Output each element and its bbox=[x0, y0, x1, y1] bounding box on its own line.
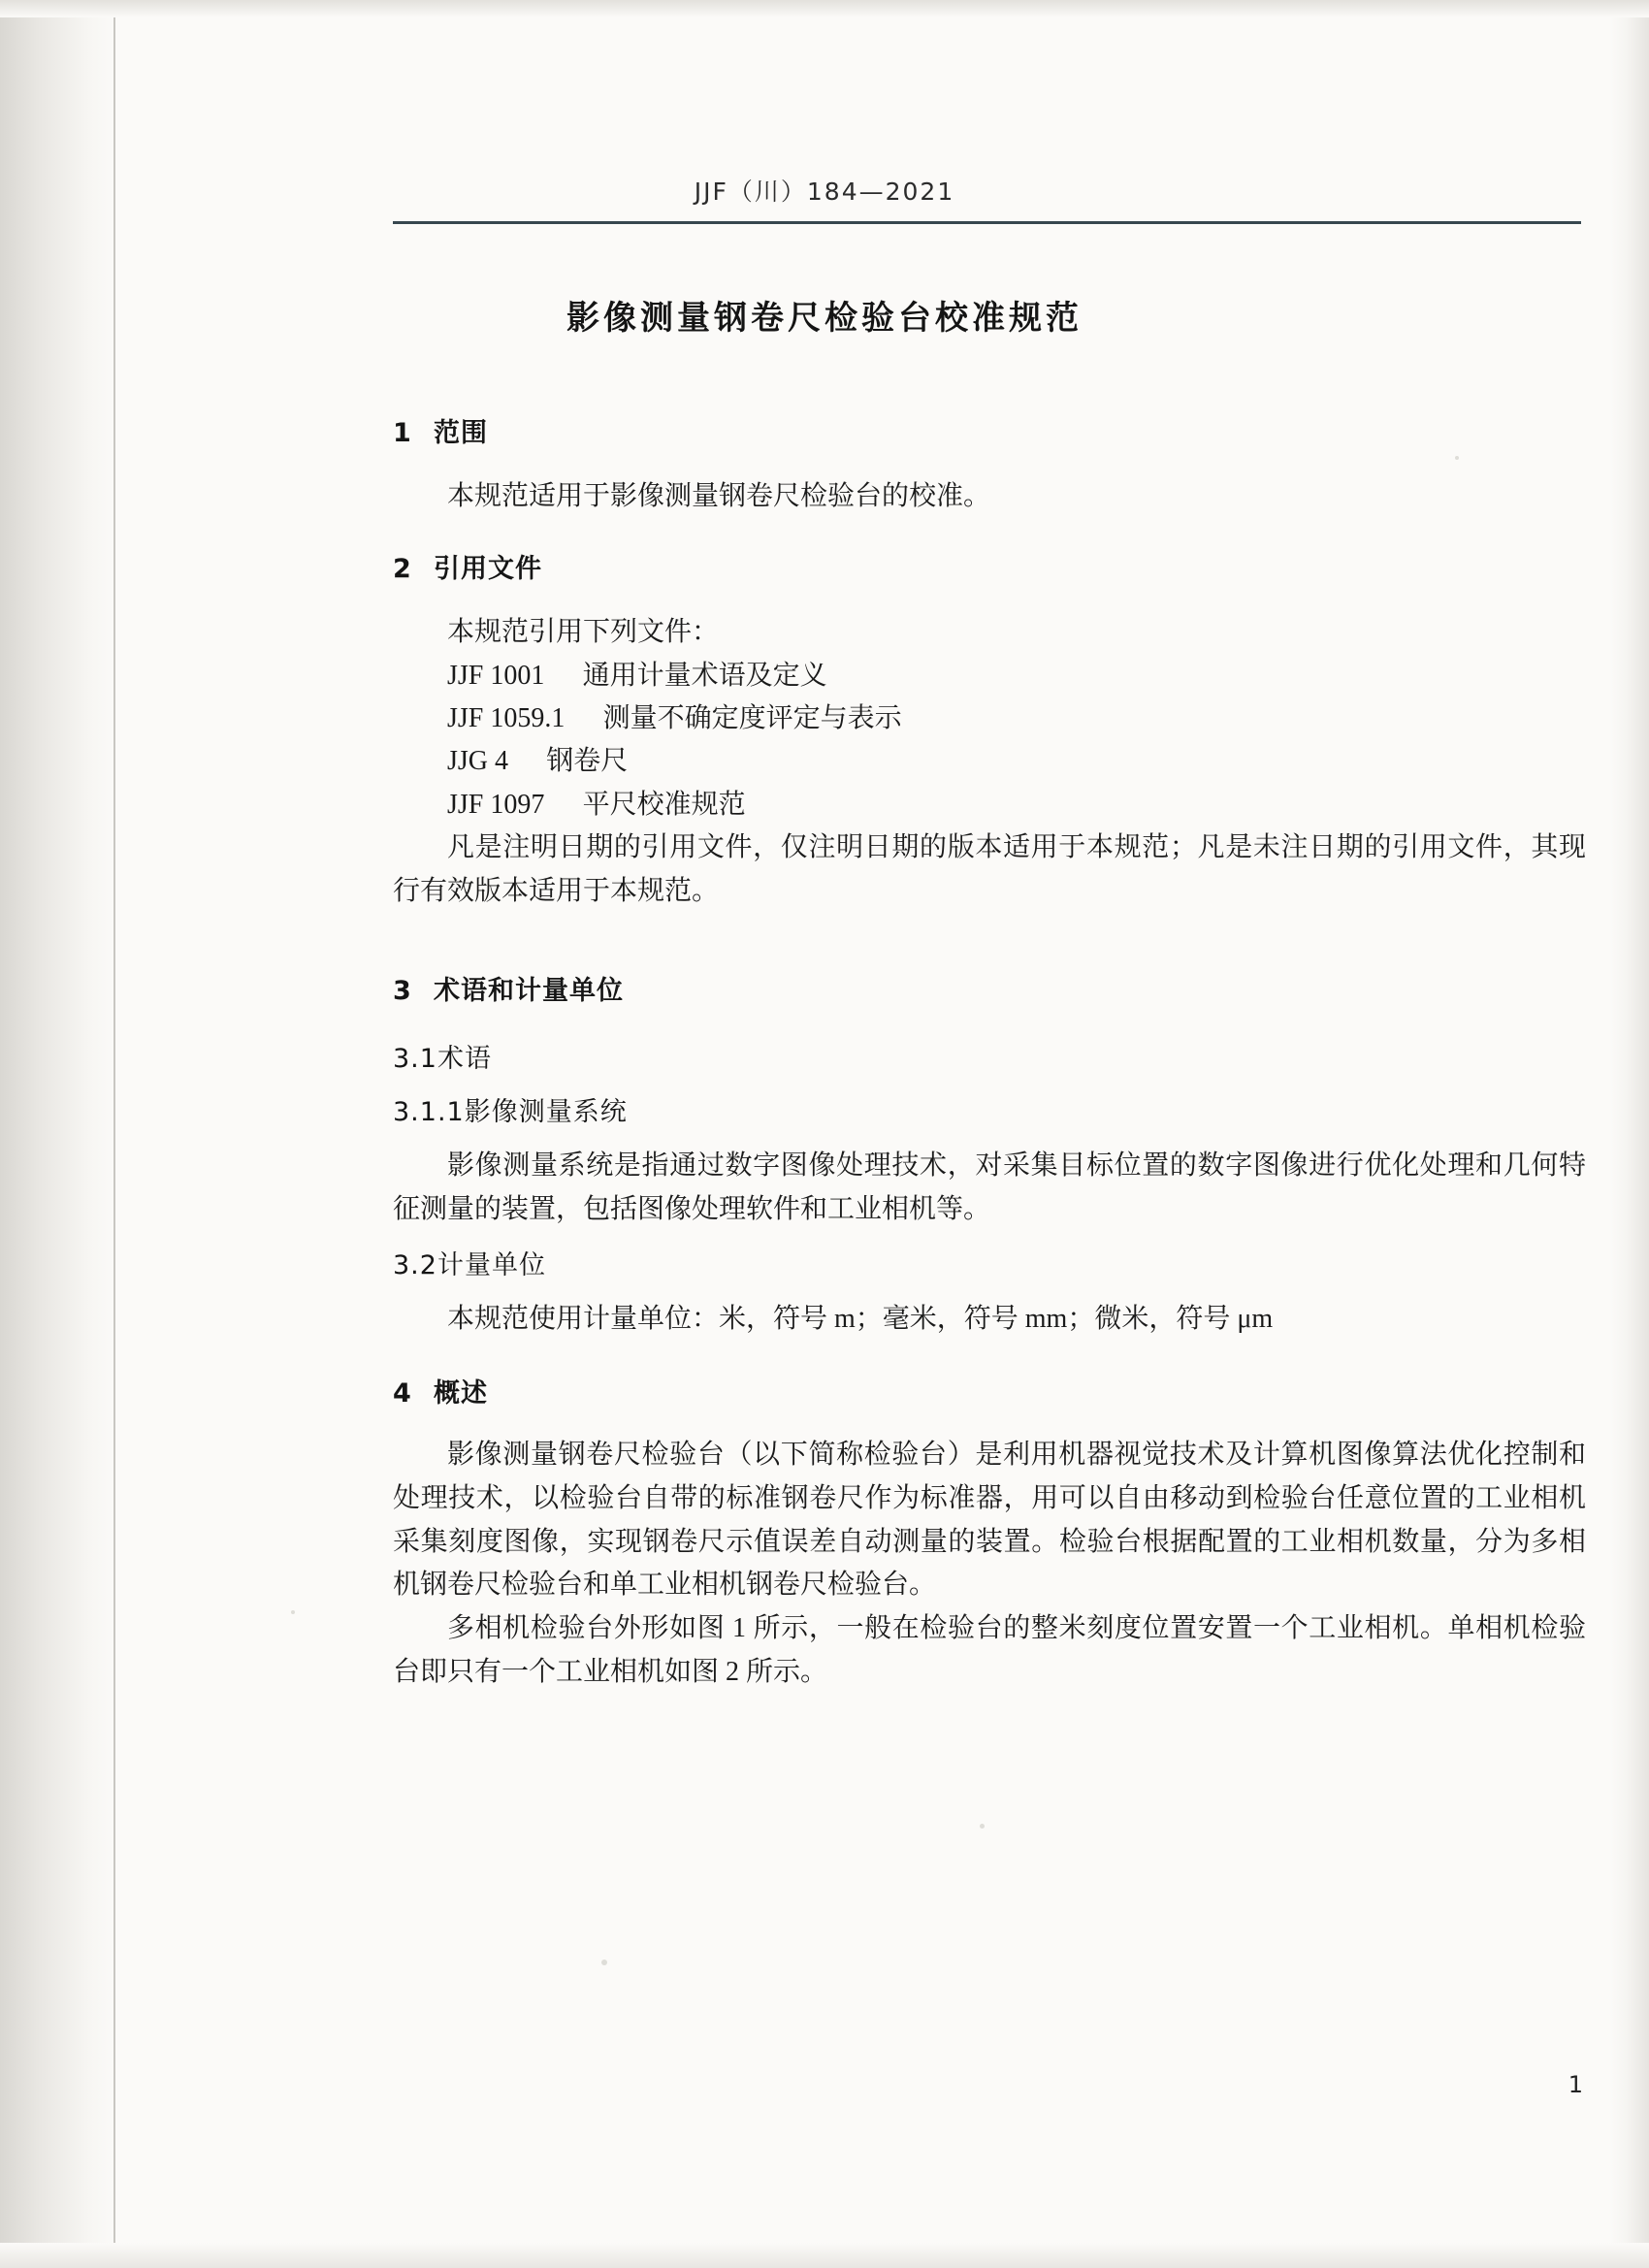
section-heading-3-2 bbox=[393, 1245, 1586, 1287]
reference-name: 测量不确定度评定与表示 bbox=[602, 703, 902, 734]
section-number-3: 3 bbox=[393, 976, 412, 1006]
section-heading-4 bbox=[393, 1373, 1586, 1415]
section-3-2-paragraph: 本规范使用计量单位：米，符号 m；毫米，符号 mm；微米，符号 μm bbox=[447, 1304, 1274, 1334]
section-number-1: 1 bbox=[393, 418, 412, 448]
section-heading-2 bbox=[393, 548, 1586, 591]
section-heading-3-1-1 bbox=[393, 1091, 1586, 1134]
section-title-3: 术语和计量单位 bbox=[434, 976, 624, 1006]
section-1-paragraph: 本规范适用于影像测量钢卷尺检验台的校准。 bbox=[447, 481, 991, 511]
page-header-code: JJF（川）184—2021 bbox=[694, 178, 955, 206]
reference-name: 通用计量术语及定义 bbox=[582, 660, 827, 691]
section-title-4: 概述 bbox=[434, 1378, 488, 1409]
section-4-paragraph-2: 多相机检验台外形如图 1 所示，一般在检验台的整米刻度位置安置一个工业相机。单相机检验台即只有一个工业相机如图 2 所示。 bbox=[393, 1613, 1586, 1687]
section-4-paragraph-1: 影像测量钢卷尺检验台（以下简称检验台）是利用机器视觉技术及计算机图像算法优化控制和处理技术，以检验台自带的标准钢卷尺作为标准器，用可以自由移动到检验台任意位置的工业相机采集刻度图像，实现钢卷尺示值误差自动测量的装置。检验台根据配置的工业相机数量，分为多相机钢卷尺检验台和单工业相机钢卷尺检验台。 bbox=[393, 1440, 1586, 1601]
section-number-2: 2 bbox=[393, 554, 412, 584]
section-2-lead: 本规范引用下列文件： bbox=[447, 617, 720, 647]
section-heading-3 bbox=[393, 970, 1586, 1013]
section-3-1-1-paragraph: 影像测量系统是指通过数字图像处理技术，对采集目标位置的数字图像进行优化处理和几何特征测量的装置，包括图像处理软件和工业相机等。 bbox=[393, 1150, 1586, 1224]
section-title-1: 范围 bbox=[434, 418, 488, 448]
reference-name: 平尺校准规范 bbox=[582, 789, 746, 820]
section-title-3-1-1: 影像测量系统 bbox=[464, 1097, 628, 1127]
page-title: 影像测量钢卷尺检验台校准规范 bbox=[566, 299, 1083, 338]
section-number-3-1-1: 3.1.1 bbox=[393, 1097, 465, 1127]
reference-name: 钢卷尺 bbox=[546, 746, 629, 777]
header-divider bbox=[393, 221, 1581, 224]
section-title-3-1: 术语 bbox=[436, 1044, 492, 1074]
section-title-3-2: 计量单位 bbox=[436, 1250, 546, 1280]
page-number: 1 bbox=[1568, 2071, 1583, 2098]
section-number-3-2: 3.2 bbox=[393, 1250, 437, 1280]
reference-item bbox=[393, 740, 1586, 783]
reference-item bbox=[393, 697, 1586, 740]
section-number-4: 4 bbox=[393, 1378, 412, 1409]
reference-item bbox=[393, 784, 1586, 826]
reference-item bbox=[393, 655, 1586, 697]
section-title-2: 引用文件 bbox=[434, 554, 542, 584]
section-number-3-1: 3.1 bbox=[393, 1044, 437, 1074]
reference-code: JJF 1097 bbox=[447, 789, 545, 820]
section-heading-1 bbox=[393, 412, 1586, 455]
section-2-paragraph: 凡是注明日期的引用文件，仅注明日期的版本适用于本规范；凡是未注日期的引用文件，其现行有效版本适用于本规范。 bbox=[393, 831, 1586, 906]
reference-code: JJF 1059.1 bbox=[447, 703, 566, 734]
reference-code: JJG 4 bbox=[447, 746, 509, 777]
section-heading-3-1 bbox=[393, 1038, 1586, 1081]
reference-code: JJF 1001 bbox=[447, 660, 545, 691]
